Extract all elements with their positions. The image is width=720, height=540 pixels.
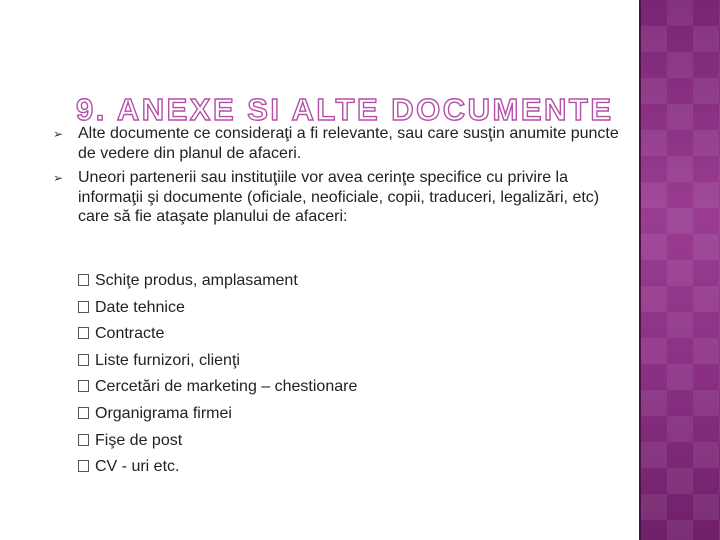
arrow-bullet-icon: ➢: [53, 127, 64, 141]
decorative-side-panel: [641, 0, 720, 540]
list-item-text: Date tehnice: [95, 298, 185, 316]
list-item-text: Organigrama firmei: [95, 404, 232, 422]
bullet-text: Uneori partenerii sau instituţiile vor avea cerinţe specifice cu privire la informaţii şi documente (oficiale, neoficiale, copii, traduceri, legalizări, etc) care să fie ataşate planului de afaceri:: [78, 169, 600, 225]
checkbox-icon: [78, 380, 89, 392]
list-item-text: Liste furnizori, clienţi: [95, 351, 240, 369]
list-item-text: CV - uri etc.: [95, 458, 180, 476]
attachment-list: [78, 268, 357, 481]
checkbox-icon: [78, 327, 89, 339]
list-item-text: Contracte: [95, 325, 165, 343]
checkbox-icon: [78, 460, 89, 472]
list-item: [78, 268, 357, 295]
list-item: [78, 374, 357, 401]
checkbox-icon: [78, 301, 89, 313]
bullet-list: [53, 124, 634, 232]
arrow-bullet-icon: ➢: [53, 171, 64, 185]
checkbox-icon: [78, 434, 89, 446]
slide-title: 9. ANEXE SI ALTE DOCUMENTE: [76, 92, 614, 127]
checkbox-icon: [78, 354, 89, 366]
list-item: [78, 454, 357, 481]
list-item-text: Fişe de post: [95, 431, 183, 449]
list-item: [78, 428, 357, 455]
list-item: [78, 321, 357, 348]
bullet-item: [53, 124, 634, 163]
bullet-text: Alte documente ce consideraţi a fi relevante, sau care susţin anumite puncte de vedere din planul de afaceri.: [78, 125, 619, 162]
bullet-item: [53, 168, 634, 227]
checkbox-icon: [78, 407, 89, 419]
list-item: [78, 295, 357, 322]
list-item-text: Schiţe produs, amplasament: [95, 272, 298, 289]
checkbox-icon: [78, 274, 89, 286]
list-item: [78, 348, 357, 375]
list-item-text: Cercetări de marketing – chestionare: [95, 378, 358, 396]
list-item: [78, 401, 357, 428]
